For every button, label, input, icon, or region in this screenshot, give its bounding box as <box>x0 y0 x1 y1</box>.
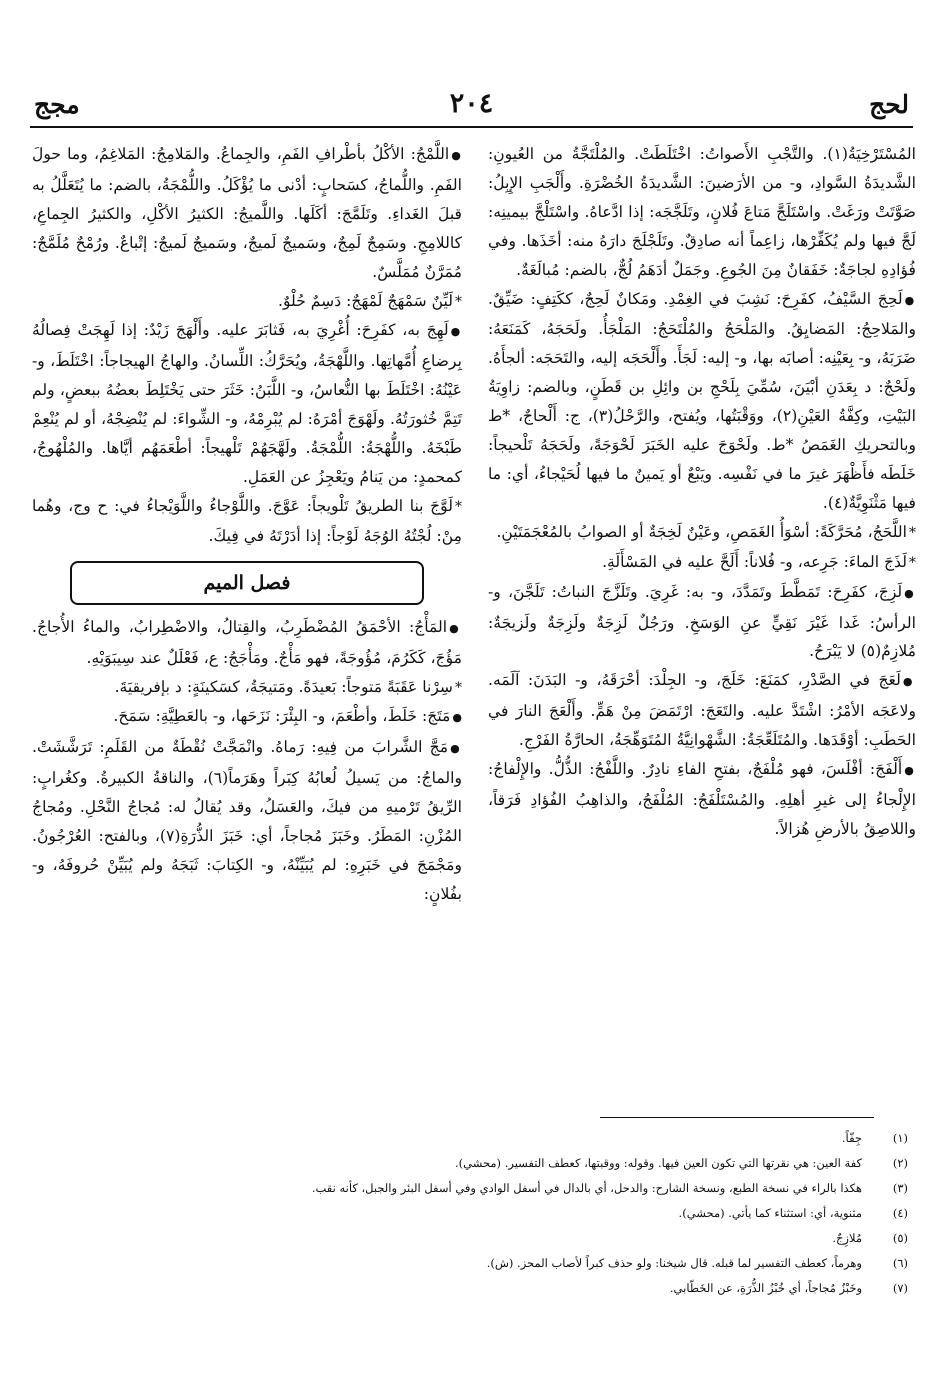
footnote-text: مثنوية، أي: استثناء كما يأتي. (محشي). <box>678 1206 862 1220</box>
footnote <box>36 1201 908 1226</box>
footnotes <box>36 1126 908 1301</box>
footnote-divider <box>600 1117 874 1118</box>
left-column <box>32 140 462 909</box>
dictionary-entry: ● لَعَجَ في الصَّدْرِ، كمَنَعَ: خَلَجَ، و- الجِلْدَ: أحْرَقَهُ، و- البَدَنَ: آلَمَه. ولاعَجَه الأمْرُ: اشْتَدَّ عليه. والتَعَجَ: ارْتَمَضَ مِنْ هَمٍّ. وأَلْعَجَ النارَ في الحَطَبِ: أوْقَدَها. والمُتَلَعِّجَةُ: الشَّهْوانِيَّةُ المُتَوَهِّجَةُ، الحارَّةُ الفَرْجِ. <box>488 666 916 755</box>
footnote-text: هكذا بالراء في نسخة الطبع، ونسخة الشارح: والدحل، أي بالدال في أسفل الوادي وفي أسفل البئر والجبل، كأنه نقب. <box>311 1181 862 1195</box>
dictionary-entry: ● المَأْجُ: الأحْمَقُ المُضْطَرِبُ، والقِتالُ، والاضْطِرابُ، والماءُ الأُجاجُ. مَؤُجَ، كَكَرُمَ، مُؤُوجَةً، فهو مَأْجٌ. ومَأْجَجُ: ع، فَعْلَلٌ عند سِيبَوَيْهِ. <box>32 613 462 673</box>
footnote <box>36 1126 908 1151</box>
footnote-number: (١) <box>892 1131 908 1145</box>
footnote <box>36 1176 908 1201</box>
footnote-text: مُلازِجٌ. <box>832 1231 862 1245</box>
footnote-number: (٧) <box>892 1281 908 1295</box>
footnote <box>36 1151 908 1176</box>
page-number: ٢٠٤ <box>449 88 494 119</box>
footnote-number: (٤) <box>892 1206 908 1220</box>
footnote <box>36 1251 908 1276</box>
footnote-text: وهرماً، كعطف التفسير لما قبله. قال شيخنا: ولو حذف كبراً لأصاب المحز. (ش). <box>486 1256 862 1270</box>
dictionary-entry: ● اللَّمْجُ: الأكْلُ بأطْرافِ الفَمِ، والجِماعُ. والمَلامِجُ: المَلاغِمُ، وما حولَ الفَمِ. واللُّماجُ، كسَحابٍ: أدْنى ما يُؤْكَلُ. واللُّمْجَةُ، بالضم: ما يُتَعَلَّلُ به قبلَ الغَداءِ. وتَلَمَّجَ: أكَلَها. واللَّميجُ: الكثيرُ الأكْلِ، والكثيرُ الجِماعِ، كاللامِجِ. وسَمِجٌ لَمِجٌ، وسَميجٌ لَميجٌ، وسَميجٌ لَميجٌ: إتْباعٌ. ورُمْحٌ مُلَمَّجٌ: مُمَرَّنٌ مُمَلَّسٌ. <box>32 140 462 287</box>
dictionary-entry: * لَذَجَ الماءَ: جَرِعه، و- فُلاناً: أَلَحَّ عليه في المَسْأَلَةِ. <box>488 548 916 578</box>
page-header <box>30 86 913 128</box>
dictionary-entry: ● لَهِجَ به، كفَرِحَ: أُغْرِيَ به، فَثابَرَ عليه. وأَلْهَجَ زَيْدٌ: إذا لَهِجَتْ فِصالُهُ بِرضاعِ أُمَّهاتِها. واللَّهْجَةُ، ويُحَرَّكُ: اللِّسانُ. والهاجُ الهيجاجاً: اخْتَلَطَ، و- عَيْنُهُ: اخْتَلَطَ بها النُّعاسُ، و- اللَّبَنُ: خَثَرَ حتى يَخْتَلِطَ بعضُهُ ببعضٍ، ولم تَتِمَّ خُثورَتُهُ. ولَهْوَجَ أمْرَهُ: لم يُبْرِمْهُ، و- الشِّواءَ: لم يُنْضِجْهُ، أو لم يُنْعِمْ طَبْخَهُ. واللُّهْجَةُ: اللُّمْجَةُ. ولَهَّجَهُمْ تَلْهيجاً: أطْعَمَهُم أيَّاها. والمُلْهُوجُ، كمحمدٍ: من يَنامُ ويَعْجِزُ عن العَمَلِ. <box>32 316 462 491</box>
dictionary-entry: * لَيِّنٌ سَمْهَجٌ لَمْهَجٌ: دَسِمٌ حُلْوٌ. <box>32 287 462 317</box>
dictionary-entry: ● أَلْفَجَ: أفْلَسَ، فهو مُلْفَجٌ، بفتحِ الفاءِ نادِرٌ. واللَّفْجُ: الذُّلُّ. والإِلْفاجُ: الإِلْجاءُ إلى غيرِ أهلِهِ. والمُسْتَلْفَجُ: المُلْفَجُ، والذاهِبُ الفُؤادِ فَرَقاً، واللاصِقُ بالأرضِ هُزالاً. <box>488 755 916 844</box>
footnote-number: (٢) <box>892 1156 908 1170</box>
footnote-text: جِفّاً. <box>841 1131 862 1145</box>
footnote <box>36 1276 908 1301</box>
footnote-number: (٦) <box>892 1256 908 1270</box>
dictionary-entry: * لَوَّجَ بنا الطريقُ تَلْويجاً: عَوَّجَ. واللَّوْجاءُ واللَّوَيْجاءُ في: ح وج، وهُما مِنْ: لُجْتُهُ الوُجَهُ لَوْجاً: إذا أدَرْتَهُ في فِيكَ. <box>32 492 462 551</box>
footnote-text: كفة العين: هي نقرتها التي تكون العين فيها. وقوله: ووقبتها، كعطف التفسير. (محشي). <box>454 1156 862 1170</box>
footnote-number: (٣) <box>892 1181 908 1195</box>
section-heading-box <box>70 561 424 605</box>
dictionary-entry: ● لَزِجَ، كفَرِحَ: تَمَطَّطَ وتَمَدَّدَ، و- به: غَرِيَ. وتَلَزَّجَ النباتُ: تَلَجَّنَ، و- الرأسُ: غَدا غَيْرَ نَقِيٍّ عنِ الوَسَخِ. ورَجُلٌ لَزِجَةٌ ولَزِجَةٌ ولَزيجَةٌ: مُلازِمٌ(٥) لا يَبْرَحُ. <box>488 578 916 667</box>
dictionary-entry: ● مَجَّ الشَّرابَ من فِيهِ: رَماهُ. وانْمَجَّتْ نُقْطَةٌ من القَلَمِ: تَرَشَّشَتْ. والماجُ: من يَسيلُ لُعابُهُ كِبَراً وهَرَماً(٦)، والناقةُ الكبيرةُ. وكغُرابٍ: الرِّيقُ تَرْميهِ من فيكَ، والعَسَلُ، وقد يُقالُ له: مُجاجُ النَّحْلِ. ومُجاجُ المُزْنِ: المَطَرُ. وخَبَزَ مُجاجاً، أي: خَبَزَ الذُّرَةِ(٧)، وبالفتح: العُرْجُونُ. ومَجْمَجَ في خَبَرِهِ: لم يُبَيِّنْهُ، و- الكِتابَ: ثَبَجَهُ ولم يُبَيِّنْ حُروفَهُ، و- بفُلانٍ: <box>32 733 462 908</box>
header-left-headword: مجج <box>34 90 80 119</box>
dictionary-entry: ● مَتَجَ: خَلَطَ، وأطْعَمَ، و- البِئْرَ: نَزَحَها، و- بالعَطِيَّةِ: سَمَحَ. <box>32 702 462 733</box>
footnote-text: وخَبْزُ مُجاجاً، أي خُبْزُ الذُّرَةِ، عن الخَطّابي. <box>669 1281 862 1295</box>
dictionary-entry: * سِرْنا عَقَبَةً مَتوجاً: بَعيدَةً. ومَتيجَةُ، كسَكينَةٍ: د بإفريقيَةَ. <box>32 673 462 703</box>
right-column <box>488 140 916 844</box>
dictionary-entry: ● لَحِجَ السَّيْفُ، كفَرِحَ: نَشِبَ في الغِمْدِ. ومَكانٌ لَحِجٌ، ككَتِفٍ: ضَيِّقٌ. والمَلاحِجُ: المَضايِقُ. والمَلْحَجُ والمُلْتَحَجُ: المَلْجَأُ. ولَحَجَهُ، كَمَنَعَهُ: ضَرَبَهُ، و- بِعَيْنِه: أصابَه بها، و- إليه: لَجَأَ. وأَلْحَجَه إليه، والتَحَجَه: ألجأَهُ. ولَحْجٌ: د بِعَدَنِ أبْيَنَ، سُمِّيَ بِلَحْجِ بن وائِلِ بن قَطَنٍ، وبالضم: زاوِيَةُ البَيْتِ، وكِفَّةُ العَيْنِ(٢)، ووَقْبَتُها، ويُفتح، والرَّحْلُ(٣)، ج: أَلْحاجٌ، *ط وبالتحريكِ الغَمَصُ *ط. ولَحْوَجَ عليه الخَبَرَ لَحْوَجَةً، ولَحَجَهُ تَلْحيجاً: خَلَطَه فأَظْهَرَ غيرَ ما في نَفْسِه. ويَبْعٌ أو يَمينٌ ما فيها لُحَيْجاءُ، أي: ما فيها مَثْنَوِيَّةٌ(٤). <box>488 285 916 518</box>
footnote <box>36 1226 908 1251</box>
footnote-number: (٥) <box>892 1231 908 1245</box>
dictionary-entry: المُسْتَرْخِيَةُ(١). والتَّجْبِ الأَصواتُ: اخْتَلَطَتْ. والمُلْتَجَّةُ من العُيونِ: الشَّديدَةُ السَّوادِ، و- من الأرَضينَ: الشَّديدَةُ الخُضْرَةِ. وأَلْجَبِ الإِبِلُ: صَوَّتَتْ ورَغَتْ. واسْتَلَجَّ مَتاعَ فُلانٍ، وتَلَجَّجَه: إذا ادَّعاهُ. واسْتَلْجَّ بيمينِه: لَجَّ فيها ولم يُكَفِّرْها، زاعِماً أنه صادِقٌ. وتَلَجْلَجَ دارَهُ منه: أخَذَها. وفي فُؤادِهِ لجاجَةٌ: خَفَقانٌ مِنَ الجُوعِ. وجَمَلٌ أدَهَمُ لُجٌّ، بالضم: مُبالَغَةٌ. <box>488 145 916 279</box>
section-title: فصل الميم <box>190 572 305 594</box>
dictionary-entry: * اللَّحَجُ، مُحَرَّكَةً: أسْوَأُ الغَمَصِ، وعَيْنٌ لَخِجَةٌ أو الصوابُ بالمُعْجَمَتَيْنِ. <box>488 518 916 548</box>
header-right-headword: لحج <box>869 90 909 119</box>
